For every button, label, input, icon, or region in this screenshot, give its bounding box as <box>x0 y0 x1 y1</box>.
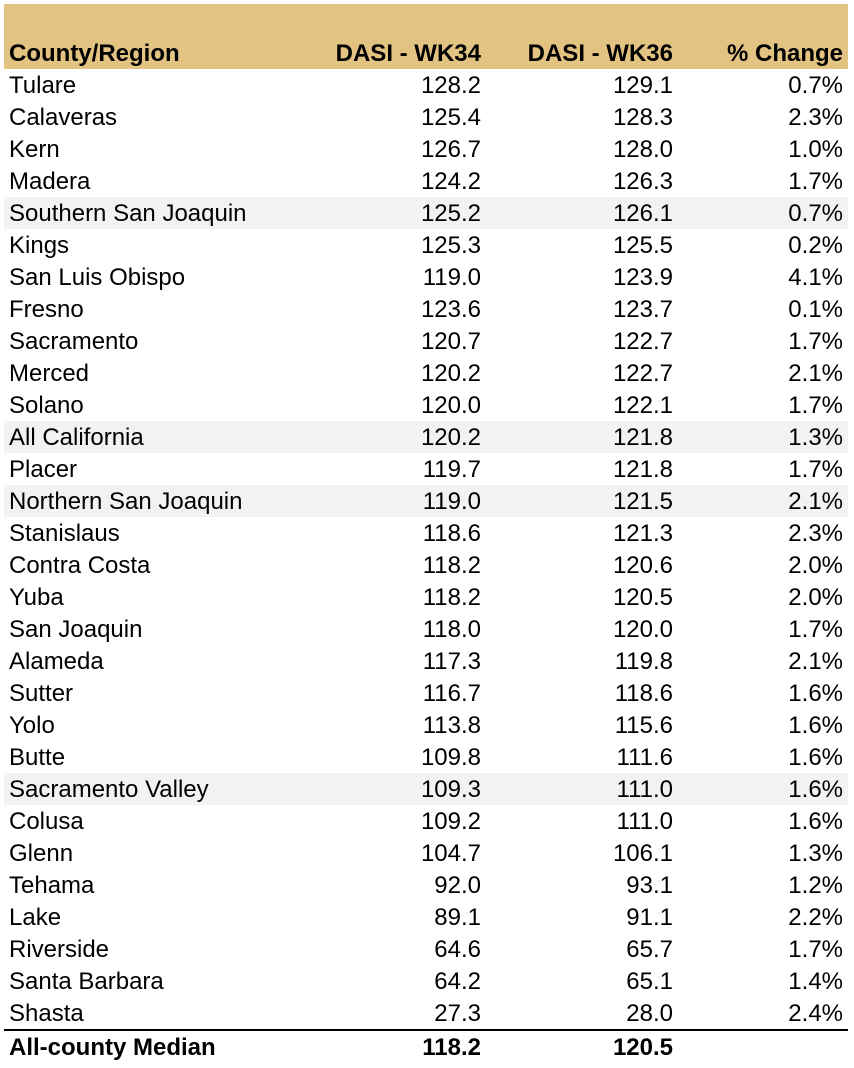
table-row <box>4 837 848 869</box>
wk36-cell: 106.1 <box>612 840 673 867</box>
table-row <box>4 453 848 485</box>
county-cell: Placer <box>9 456 78 483</box>
table-row <box>4 869 848 901</box>
wk34-cell: 119.7 <box>422 456 481 483</box>
table-row <box>4 581 848 613</box>
wk34-cell: 125.4 <box>420 104 481 131</box>
wk36-cell: 122.7 <box>612 360 673 387</box>
change-cell: 1.7% <box>788 456 843 483</box>
county-cell: Yolo <box>9 712 55 739</box>
table-row <box>4 741 848 773</box>
table-row <box>4 101 848 133</box>
county-cell: Yuba <box>9 584 64 611</box>
wk36-cell: 65.7 <box>626 936 673 963</box>
change-cell: 1.7% <box>788 392 843 419</box>
change-cell: 1.7% <box>788 616 843 643</box>
table-row <box>4 709 848 741</box>
county-cell: Alameda <box>9 648 104 675</box>
wk36-cell: 122.1 <box>612 392 673 419</box>
county-cell: Fresno <box>9 296 84 323</box>
change-cell: 1.7% <box>788 936 843 963</box>
wk36-cell: 125.5 <box>612 232 673 259</box>
change-cell: 1.4% <box>788 968 843 995</box>
wk34-cell: 64.2 <box>434 968 481 995</box>
county-cell: Solano <box>9 392 84 419</box>
change-cell: 2.3% <box>788 104 843 131</box>
header-dasi-wk36: DASI - WK36 <box>527 40 673 67</box>
wk34-cell: 118.2 <box>422 552 481 579</box>
wk34-cell: 109.3 <box>420 776 481 803</box>
county-cell: Northern San Joaquin <box>9 488 243 515</box>
wk36-cell: 128.3 <box>612 104 673 131</box>
table-row <box>4 133 848 165</box>
change-cell: 2.0% <box>788 584 843 611</box>
change-cell: 4.1% <box>788 264 843 291</box>
wk34-cell: 125.3 <box>420 232 481 259</box>
median-row <box>4 1029 848 1063</box>
county-cell: Tehama <box>9 872 95 899</box>
county-cell: San Joaquin <box>9 616 143 643</box>
table-row <box>4 933 848 965</box>
table-row <box>4 165 848 197</box>
wk36-cell: 115.6 <box>614 712 673 739</box>
wk34-cell: 109.2 <box>420 808 481 835</box>
county-cell: Madera <box>9 168 91 195</box>
table-body <box>4 69 848 1029</box>
change-cell: 2.1% <box>788 360 843 387</box>
wk36-cell: 126.1 <box>612 200 673 227</box>
table-row <box>4 901 848 933</box>
change-cell: 1.7% <box>788 328 843 355</box>
region-row <box>4 421 848 453</box>
wk36-cell: 128.0 <box>612 136 673 163</box>
table-row <box>4 517 848 549</box>
region-row <box>4 197 848 229</box>
dasi-table <box>4 4 848 1063</box>
county-cell: Southern San Joaquin <box>9 200 247 227</box>
wk36-cell: 123.9 <box>612 264 673 291</box>
change-cell: 1.3% <box>788 840 843 867</box>
change-cell: 0.1% <box>788 296 843 323</box>
change-cell: 2.1% <box>788 648 843 675</box>
median-wk34: 118.2 <box>422 1034 481 1061</box>
wk34-cell: 124.2 <box>420 168 481 195</box>
wk36-cell: 121.8 <box>612 424 673 451</box>
county-cell: Calaveras <box>9 104 118 131</box>
wk34-cell: 118.2 <box>422 584 481 611</box>
county-cell: Kern <box>9 136 60 163</box>
change-cell: 2.2% <box>788 904 843 931</box>
table-row <box>4 69 848 101</box>
wk36-cell: 120.6 <box>612 552 673 579</box>
wk36-cell: 111.6 <box>616 744 673 771</box>
table-header-row <box>4 4 848 69</box>
county-cell: Tulare <box>9 72 77 99</box>
wk36-cell: 126.3 <box>612 168 673 195</box>
county-cell: Stanislaus <box>9 520 120 547</box>
wk36-cell: 122.7 <box>612 328 673 355</box>
wk34-cell: 116.7 <box>422 680 481 707</box>
county-cell: Kings <box>9 232 70 259</box>
wk36-cell: 120.0 <box>612 616 673 643</box>
wk36-cell: 123.7 <box>612 296 673 323</box>
county-cell: Lake <box>9 904 62 931</box>
wk34-cell: 113.8 <box>422 712 481 739</box>
wk36-cell: 28.0 <box>626 1000 673 1027</box>
table-row <box>4 325 848 357</box>
change-cell: 2.0% <box>788 552 843 579</box>
change-cell: 0.7% <box>788 200 843 227</box>
wk34-cell: 120.7 <box>420 328 481 355</box>
wk36-cell: 91.1 <box>626 904 673 931</box>
table-row <box>4 805 848 837</box>
wk34-cell: 118.0 <box>422 616 481 643</box>
header-dasi-wk34: DASI - WK34 <box>335 40 481 67</box>
change-cell: 0.2% <box>788 232 843 259</box>
wk34-cell: 64.6 <box>434 936 481 963</box>
wk34-cell: 27.3 <box>434 1000 481 1027</box>
wk34-cell: 92.0 <box>434 872 481 899</box>
wk34-cell: 125.2 <box>420 200 481 227</box>
wk34-cell: 119.0 <box>422 488 481 515</box>
change-cell: 1.2% <box>788 872 843 899</box>
header-percent-change: % Change <box>726 40 843 67</box>
header-county-region: County/Region <box>9 40 180 67</box>
change-cell: 0.7% <box>788 72 843 99</box>
wk34-cell: 119.0 <box>422 264 481 291</box>
change-cell: 1.6% <box>788 776 843 803</box>
change-cell: 1.6% <box>788 712 843 739</box>
table-row <box>4 613 848 645</box>
county-cell: Santa Barbara <box>9 968 164 995</box>
table-row <box>4 549 848 581</box>
change-cell: 1.6% <box>788 680 843 707</box>
wk36-cell: 65.1 <box>626 968 673 995</box>
wk36-cell: 121.5 <box>612 488 673 515</box>
table-row <box>4 677 848 709</box>
change-cell: 1.6% <box>788 808 843 835</box>
county-cell: San Luis Obispo <box>9 264 186 291</box>
wk34-cell: 120.0 <box>420 392 481 419</box>
median-wk36: 120.5 <box>612 1034 673 1061</box>
wk36-cell: 129.1 <box>612 72 673 99</box>
wk36-cell: 118.6 <box>614 680 673 707</box>
county-cell: Sutter <box>9 680 74 707</box>
table-row <box>4 357 848 389</box>
wk34-cell: 120.2 <box>420 424 481 451</box>
table-row <box>4 261 848 293</box>
county-cell: Glenn <box>9 840 74 867</box>
wk34-cell: 120.2 <box>420 360 481 387</box>
wk36-cell: 120.5 <box>612 584 673 611</box>
wk34-cell: 128.2 <box>420 72 481 99</box>
wk36-cell: 121.3 <box>612 520 673 547</box>
county-cell: Butte <box>9 744 66 771</box>
wk34-cell: 89.1 <box>434 904 481 931</box>
county-cell: Shasta <box>9 1000 84 1027</box>
county-cell: Sacramento Valley <box>9 776 209 803</box>
county-cell: Riverside <box>9 936 110 963</box>
county-cell: Sacramento <box>9 328 139 355</box>
region-row <box>4 773 848 805</box>
change-cell: 1.6% <box>788 744 843 771</box>
wk34-cell: 109.8 <box>420 744 481 771</box>
county-cell: Merced <box>9 360 90 387</box>
wk36-cell: 119.8 <box>614 648 673 675</box>
wk34-cell: 104.7 <box>420 840 481 867</box>
region-row <box>4 485 848 517</box>
median-label: All-county Median <box>9 1034 216 1061</box>
wk34-cell: 126.7 <box>420 136 481 163</box>
change-cell: 1.3% <box>788 424 843 451</box>
wk36-cell: 121.8 <box>612 456 673 483</box>
wk34-cell: 117.3 <box>422 648 481 675</box>
table-row <box>4 389 848 421</box>
wk36-cell: 93.1 <box>626 872 673 899</box>
table-row <box>4 645 848 677</box>
table-row <box>4 293 848 325</box>
wk34-cell: 123.6 <box>420 296 481 323</box>
wk36-cell: 111.0 <box>616 808 673 835</box>
change-cell: 1.7% <box>788 168 843 195</box>
wk36-cell: 111.0 <box>616 776 673 803</box>
change-cell: 1.0% <box>788 136 843 163</box>
change-cell: 2.1% <box>788 488 843 515</box>
wk34-cell: 118.6 <box>422 520 481 547</box>
county-cell: All California <box>9 424 144 451</box>
county-cell: Contra Costa <box>9 552 151 579</box>
table-row <box>4 965 848 997</box>
table-row <box>4 997 848 1029</box>
county-cell: Colusa <box>9 808 84 835</box>
table-row <box>4 229 848 261</box>
change-cell: 2.3% <box>788 520 843 547</box>
change-cell: 2.4% <box>788 1000 843 1027</box>
